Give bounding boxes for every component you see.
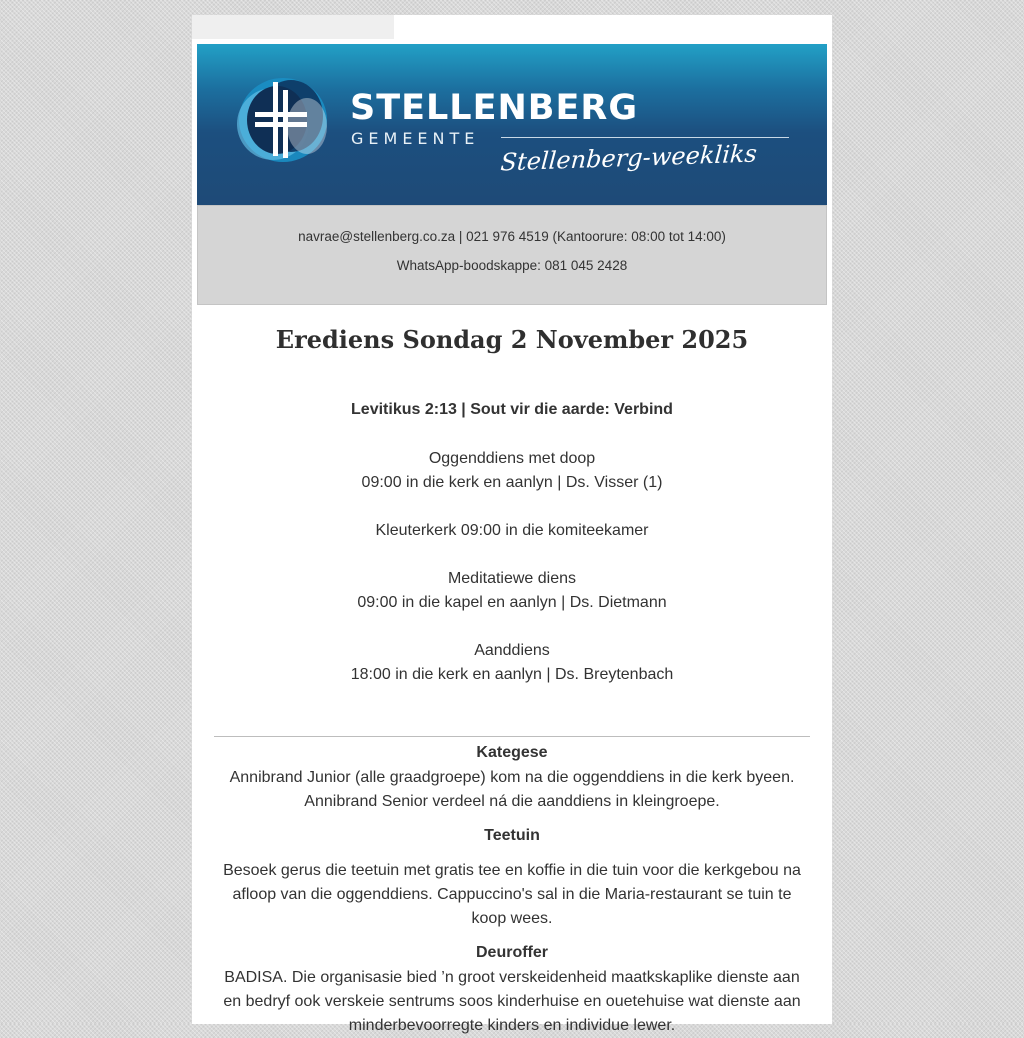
section-title: Kategese [476,744,548,761]
service-item-title: Kleuterkerk 09:00 in die komiteekamer [375,522,649,539]
brand-title: STELLENBERG [350,88,639,128]
service-item-detail: 18:00 in die kerk en aanlyn | Ds. Breytenbach [350,666,674,683]
brand-script: Stellenberg-weekliks [499,139,758,177]
service-item-morning [192,447,832,495]
top-bar [192,15,394,39]
service-item-detail: 09:00 in die kerk en aanlyn | Ds. Visser (1) [361,474,663,491]
section-text: Annibrand Senior verdeel ná die aanddiens in kleingroepe. [304,793,720,810]
section-text: koop wees. [471,910,553,927]
header-banner [197,44,827,205]
section-text: en bedryf ook verskeie sentrums soos kinderhuise en ouetehuise wat dienste aan [223,993,801,1010]
section-text: BADISA. Die organisasie bied ’n groot verskeidenheid maatkskaplike dienste aan [224,969,800,986]
cross-logo-icon [233,76,329,166]
brand-subtitle: GEMEENTE [351,129,480,148]
service-item-meditative [192,567,832,615]
service-item-title: Aanddiens [474,642,550,659]
section-text: Annibrand Junior (alle graadgroepe) kom na die oggenddiens in die kerk byeen. [229,769,795,786]
newsletter-page [192,15,832,1034]
contact-line-whatsapp: WhatsApp-boodskappe: 081 045 2428 [396,258,628,273]
service-item-title: Meditatiewe diens [447,570,577,587]
section-text: Besoek gerus die teetuin met gratis tee en koffie in die tuin voor die kerkgebou na [223,862,801,879]
section-divider [214,736,810,737]
deuroffer-section [216,941,808,1038]
service-item-detail: 09:00 in die kapel en aanlyn | Ds. Dietmann [357,594,667,611]
brand-divider [501,137,789,138]
contact-line-email-phone[interactable]: navrae@stellenberg.co.za | 021 976 4519 (Kantoorure: 08:00 tot 14:00) [298,229,726,244]
section-text: afloop van die oggenddiens. Cappuccino's sal in die Maria-restaurant se tuin te [232,886,792,903]
teetuin-section [216,824,808,931]
section-title: Teetuin [484,827,540,844]
service-item-kleuterkerk [192,519,832,543]
service-item-title: Oggenddiens met doop [428,450,596,467]
contact-bar [197,205,827,305]
scripture-line: Levitikus 2:13 | Sout vir die aarde: Verbind [351,401,673,418]
page-title: Erediens Sondag 2 November 2025 [275,325,749,354]
service-item-evening [192,639,832,687]
section-text: minderbevoorregte kinders en individue lewer. [348,1017,676,1034]
section-title: Deuroffer [475,944,548,961]
kategese-section [216,741,808,814]
